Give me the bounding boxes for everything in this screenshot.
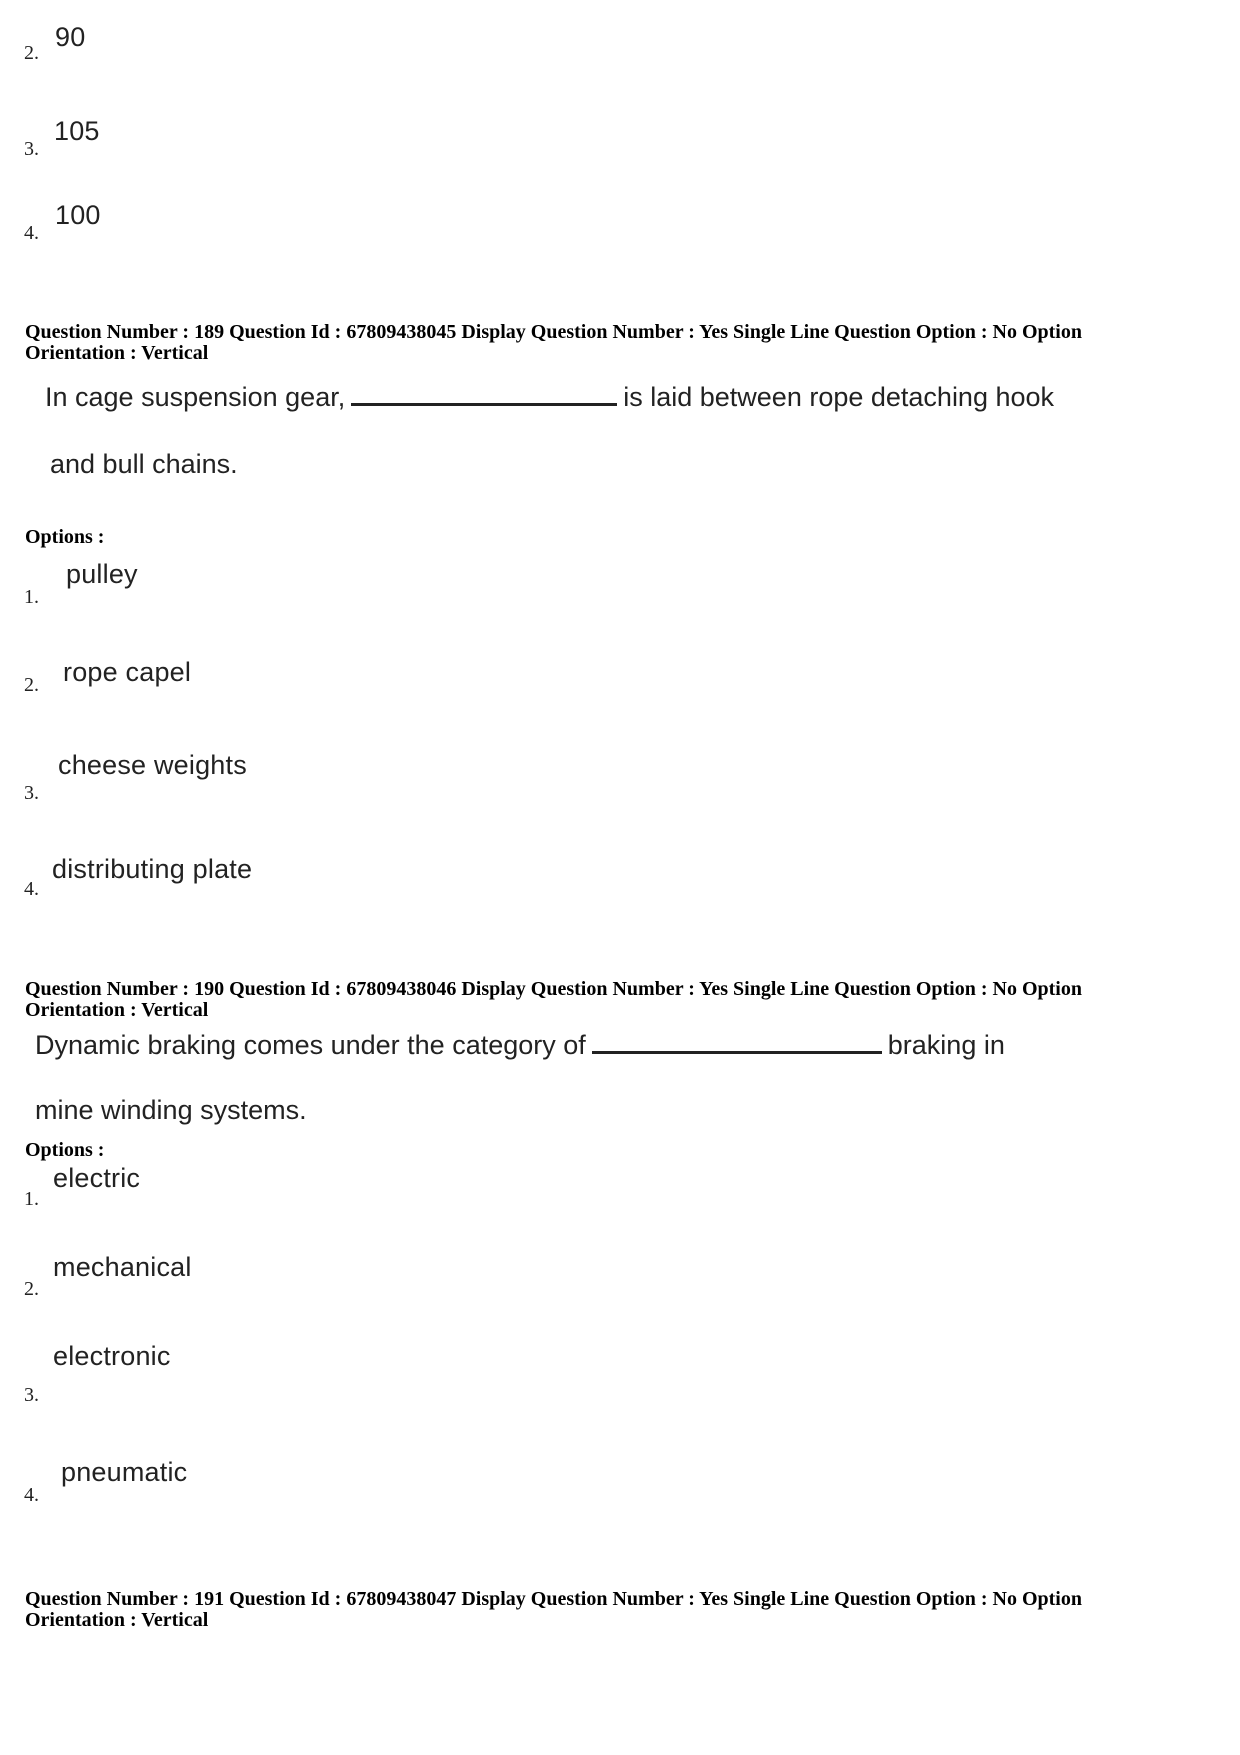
question-meta-line2: Orientation : Vertical [25,342,209,364]
option-text: 105 [54,116,100,146]
fill-in-blank [351,403,617,406]
option-text: electric [53,1163,141,1193]
question-meta-line1: Question Number : 190 Question Id : 67809438046 Display Question Number : Yes Single Line Question Option : No Option [25,978,1082,1000]
option-number: 2. [24,674,39,696]
option-number: 3. [24,1384,39,1406]
option-number: 3. [24,782,39,804]
option-text: electronic [53,1341,171,1371]
question-text-line1 [45,382,1054,413]
question-text-after-blank: is laid between rope detaching hook [623,382,1055,412]
option-text: mechanical [53,1252,192,1282]
option-text: 100 [55,200,101,230]
option-number: 3. [24,138,39,160]
question-meta-line1: Question Number : 191 Question Id : 67809438047 Display Question Number : Yes Single Line Question Option : No Option [25,1588,1082,1610]
question-text-before-blank: In cage suspension gear, [45,382,346,412]
option-text: pneumatic [61,1457,188,1487]
option-text: distributing plate [52,854,253,884]
question-meta-line2: Orientation : Vertical [25,1609,209,1631]
question-meta-line2: Orientation : Vertical [25,999,209,1021]
question-meta-line1: Question Number : 189 Question Id : 67809438045 Display Question Number : Yes Single Line Question Option : No Option [25,321,1082,343]
option-number: 2. [24,42,39,64]
option-number: 1. [24,1188,39,1210]
option-text: rope capel [63,657,192,687]
option-number: 4. [24,878,39,900]
option-text: pulley [66,559,138,589]
question-text-after-blank: braking in [887,1030,1005,1060]
option-text: cheese weights [58,750,247,780]
question-text-line2: mine winding systems. [35,1095,307,1125]
question-text-line2: and bull chains. [50,449,238,479]
options-label: Options : [25,526,105,548]
option-number: 4. [24,1484,39,1506]
fill-in-blank [592,1051,882,1054]
option-text: 90 [55,22,86,52]
options-label: Options : [25,1139,105,1161]
question-text-before-blank: Dynamic braking comes under the category of [35,1030,586,1060]
option-number: 4. [24,222,39,244]
question-text-line1 [35,1030,1005,1061]
option-number: 2. [24,1278,39,1300]
option-number: 1. [24,586,39,608]
